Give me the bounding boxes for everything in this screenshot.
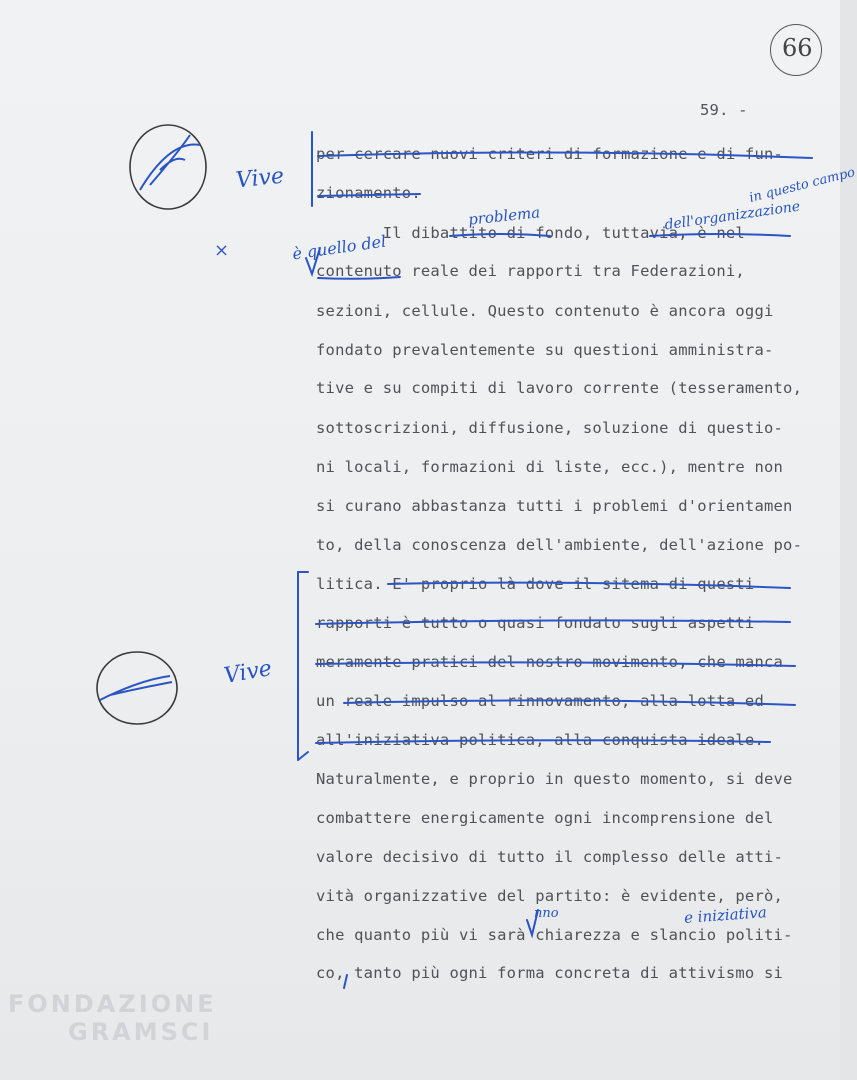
page-number: 59. - (700, 101, 748, 119)
note-organizzazione: dell'organizzazione (663, 198, 802, 234)
typed-line: combattere energicamente ogni incomprensione del (316, 809, 774, 827)
archive-watermark (8, 990, 217, 1046)
typed-line: ni locali, formazioni di liste, ecc.), mentre non (316, 458, 784, 476)
margin-bracket (298, 752, 308, 760)
note-e-quello-del: è quello del (291, 231, 388, 264)
note-in-questo-campo: in questo campo (747, 165, 857, 206)
note-problema: problema (467, 203, 541, 229)
pencil-circle (130, 125, 206, 209)
margin-note-vive: Vive (234, 163, 286, 194)
note-iniziativa: e iniziativa (683, 903, 768, 927)
note-nno: nno (534, 906, 559, 921)
typed-line: rapporti è tutto o quasi fondato sugli aspetti (316, 614, 755, 632)
typed-line: sezioni, cellule. Questo contenuto è ancora oggi (316, 302, 774, 320)
strikethrough (318, 194, 420, 196)
strikethrough (318, 152, 812, 158)
watermark-line2: GRAMSCI (68, 1018, 214, 1046)
typed-line: Naturalmente, e proprio in questo momento, si deve (316, 770, 793, 788)
typed-line: valore decisivo di tutto il complesso delle atti- (316, 848, 784, 866)
typed-line: contenuto reale dei rapporti tra Federazioni, (316, 262, 745, 280)
typed-line: to, della conoscenza dell'ambiente, dell'azione po- (316, 536, 803, 554)
strikethrough (450, 234, 550, 236)
typed-line: litica. E' proprio là dove il sitema di questi (316, 575, 755, 593)
watermark-line1: FONDAZIONE (8, 990, 217, 1018)
typed-line: meramente pratici del nostro movimento, che manca (316, 653, 784, 671)
typed-line: sottoscrizioni, diffusione, soluzione di questio- (316, 419, 784, 437)
strikethrough (388, 583, 790, 588)
typed-line: co, tanto più ogni forma concreta di attivismo si (316, 964, 784, 982)
typed-line: all'iniziativa politica, alla conquista ideale. (316, 731, 764, 749)
strikethrough (316, 740, 770, 743)
comma-insert (344, 975, 347, 988)
typed-line: per cercare nuovi criteri di formazione e di fun- (316, 145, 784, 163)
underline (318, 277, 400, 279)
strikethrough (344, 700, 795, 705)
strikethrough (316, 662, 795, 666)
typed-line: zionamento. (316, 184, 421, 202)
typed-line: vità organizzative del partito: è evidente, però, (316, 887, 784, 905)
typed-line: si curano abbastanza tutti i problemi d'orientamen (316, 497, 793, 515)
margin-note-vive: Vive (222, 656, 274, 689)
typed-line: che quanto più vi sarà chiarezza e slancio politi- (316, 926, 793, 944)
typed-line: tive e su compiti di lavoro corrente (tesseramento, (316, 379, 803, 397)
typed-line: un reale impulso al rinnovamento, alla lotta ed (316, 692, 764, 710)
margin-x-mark: × (214, 240, 230, 261)
typed-line: Il dibattito di fondo, tuttavia, è nel (316, 224, 745, 242)
strikethrough (650, 234, 790, 236)
archive-number: 66 (782, 34, 813, 62)
strikethrough (316, 620, 790, 624)
typed-line: fondato prevalentemente su questioni amministra- (316, 341, 774, 359)
